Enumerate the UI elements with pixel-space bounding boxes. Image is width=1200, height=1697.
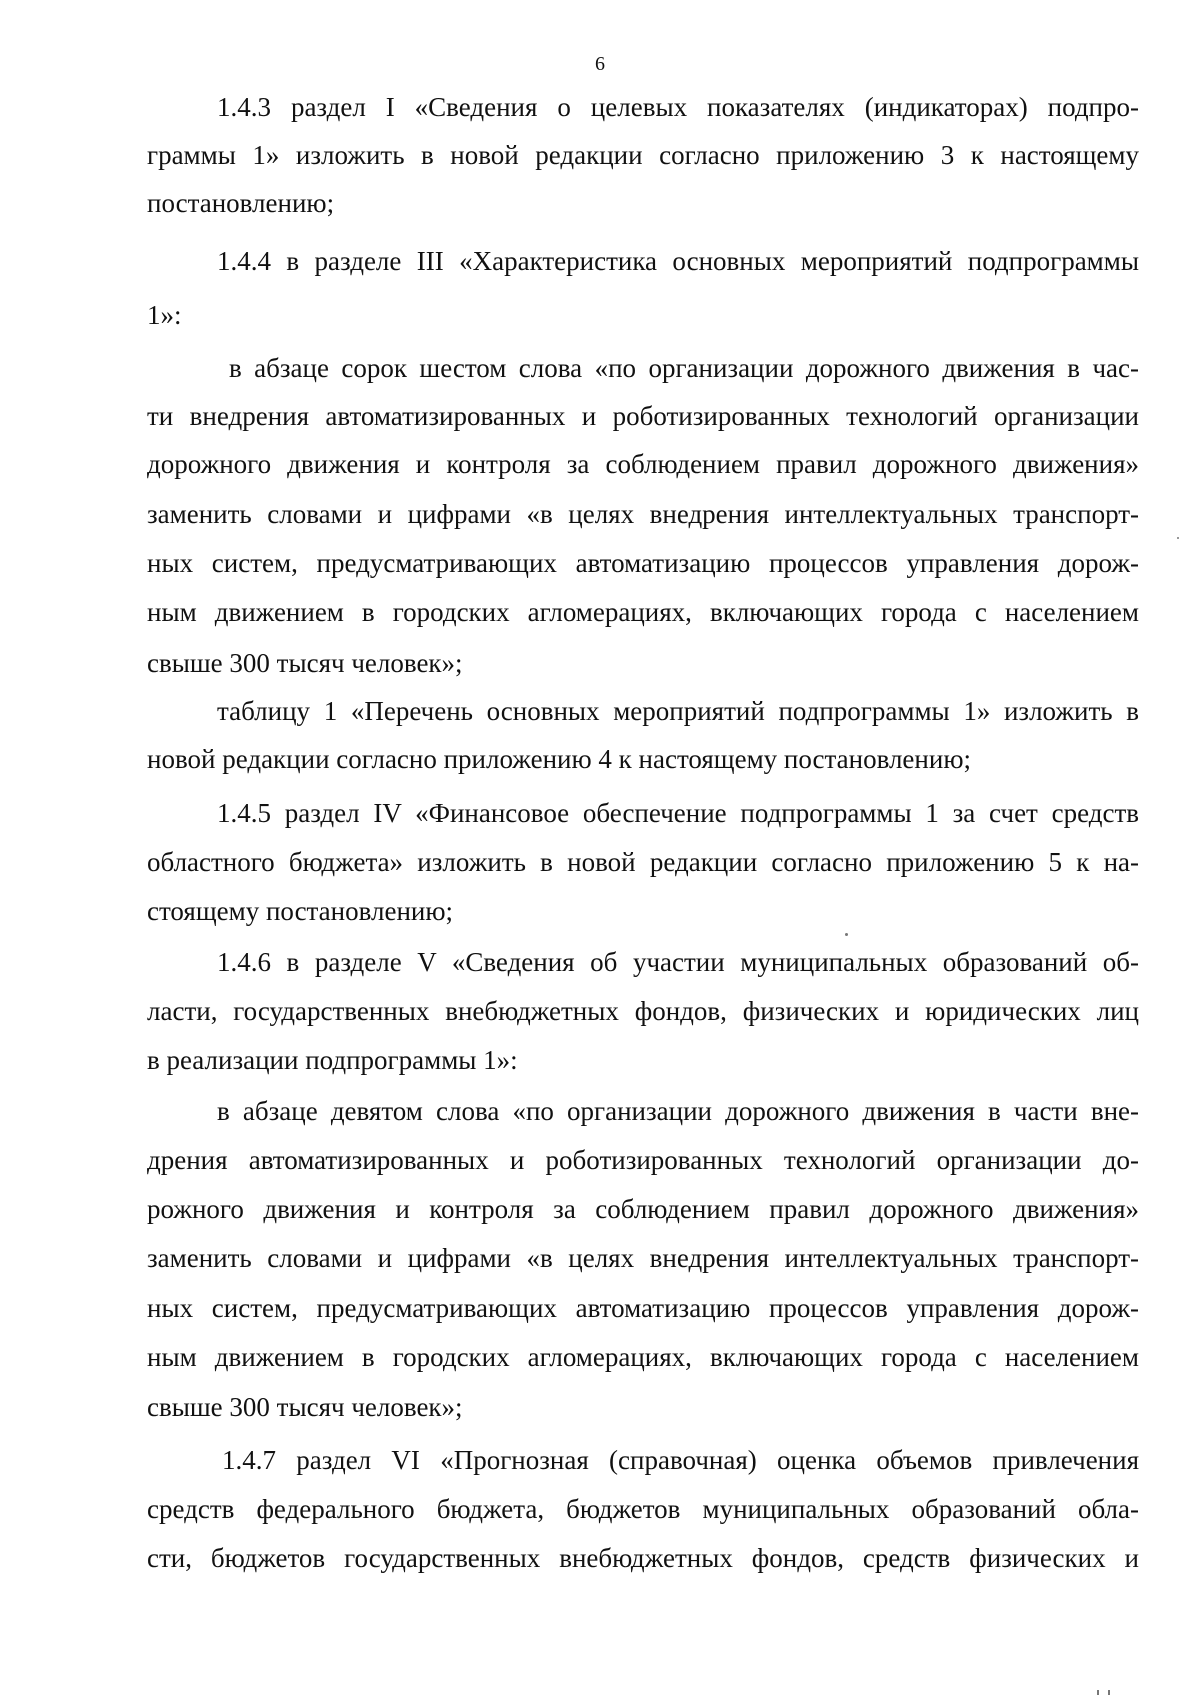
paragraph-line: в абзаце сорок шестом слова «по организации дорожного движения в час-	[229, 353, 1139, 383]
paragraph-line: ным движением в городских агломерациях, включающих города с населением	[147, 1342, 1139, 1372]
paragraph-line: 1.4.7 раздел VI «Прогнозная (справочная) оценка объемов привлечения	[222, 1445, 1139, 1475]
paragraph-line: новой редакции согласно приложению 4 к настоящему постановлению;	[147, 744, 971, 774]
paragraph-line: 1.4.6 в разделе V «Сведения об участии муниципальных образований об-	[217, 947, 1139, 977]
scan-speck	[1177, 537, 1179, 539]
paragraph-line: свыше 300 тысяч человек»;	[147, 648, 463, 678]
paragraph-line: дрения автоматизированных и роботизированных технологий организации до-	[147, 1145, 1139, 1175]
paragraph-line: таблицу 1 «Перечень основных мероприятий подпрограммы 1» изложить в	[217, 696, 1139, 726]
paragraph-line: ных систем, предусматривающих автоматизацию процессов управления дорож-	[147, 1293, 1139, 1323]
paragraph-line: в абзаце девятом слова «по организации дорожного движения в части вне-	[217, 1096, 1139, 1126]
paragraph-line: свыше 300 тысяч человек»;	[147, 1392, 463, 1422]
paragraph-line: ласти, государственных внебюджетных фондов, физических и юридических лиц	[147, 996, 1139, 1026]
scan-speck	[1108, 1690, 1110, 1695]
paragraph-line: ных систем, предусматривающих автоматизацию процессов управления дорож-	[147, 548, 1139, 578]
paragraph-line: областного бюджета» изложить в новой редакции согласно приложению 5 к на-	[147, 847, 1139, 877]
paragraph-line: граммы 1» изложить в новой редакции согласно приложению 3 к настоящему	[147, 140, 1139, 170]
paragraph-line: рожного движения и контроля за соблюдением правил дорожного движения»	[147, 1194, 1139, 1224]
scan-speck	[1097, 1690, 1099, 1695]
paragraph-line: 1.4.5 раздел IV «Финансовое обеспечение подпрограммы 1 за счет средств	[217, 798, 1139, 828]
paragraph-line: сти, бюджетов государственных внебюджетных фондов, средств физических и	[147, 1543, 1139, 1573]
paragraph-line: средств федерального бюджета, бюджетов муниципальных образований обла-	[147, 1494, 1139, 1524]
page-number: 6	[595, 53, 605, 75]
paragraph-line: постановлению;	[147, 188, 335, 218]
paragraph-line: ным движением в городских агломерациях, включающих города с населением	[147, 597, 1139, 627]
paragraph-line: дорожного движения и контроля за соблюдением правил дорожного движения»	[147, 449, 1139, 479]
paragraph-line: заменить словами и цифрами «в целях внедрения интеллектуальных транспорт-	[147, 499, 1139, 529]
paragraph-line: ти внедрения автоматизированных и роботизированных технологий организации	[147, 401, 1139, 431]
paragraph-line: 1.4.3 раздел I «Сведения о целевых показателях (индикаторах) подпро-	[217, 92, 1139, 122]
paragraph-line: 1»:	[147, 300, 182, 330]
paragraph-line: заменить словами и цифрами «в целях внедрения интеллектуальных транспорт-	[147, 1243, 1139, 1273]
scan-speck	[845, 933, 848, 936]
paragraph-line: 1.4.4 в разделе III «Характеристика основных мероприятий подпрограммы	[217, 246, 1139, 276]
paragraph-line: в реализации подпрограммы 1»:	[147, 1045, 518, 1075]
paragraph-line: стоящему постановлению;	[147, 896, 454, 926]
